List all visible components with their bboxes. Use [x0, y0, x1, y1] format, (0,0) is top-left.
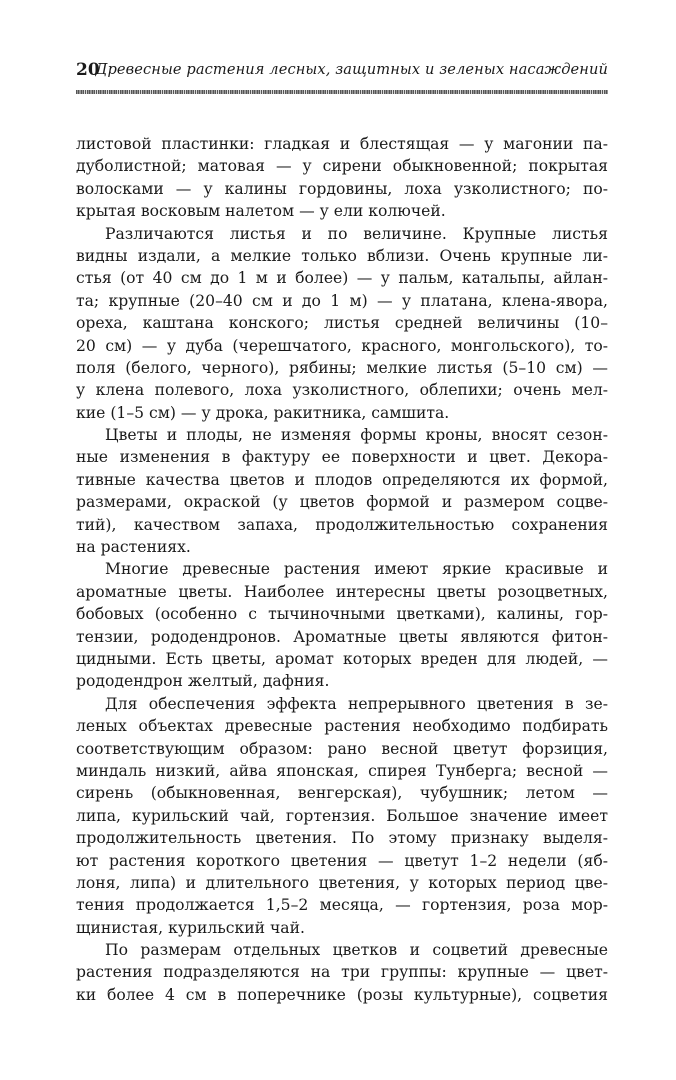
text-line: бобовых (особенно с тычиночными цветками), калины, гор- [76, 605, 608, 624]
text-line: 20 см) — у дуба (черешчатого, красного, монгольского), то- [76, 336, 608, 355]
paragraph [76, 693, 608, 939]
text-line: листовой пластинки: гладкая и блестящая — у магонии па- [76, 135, 608, 153]
text-line: По размерам отдельных цветков и соцветий древесные [105, 941, 608, 960]
running-header [76, 60, 608, 86]
paragraph [76, 133, 608, 223]
text-line: дуболистной; матовая — у сирени обыкновенной; покрытая [76, 157, 608, 176]
text-line: ки более 4 см в поперечнике (розы культурные), соцветия [76, 985, 608, 1004]
text-line: Цветы и плоды, не изменяя формы кроны, вносят сезон- [105, 426, 608, 445]
paragraph [76, 424, 608, 558]
text-line: Для обеспечения эффекта непрерывного цветения в зе- [105, 694, 608, 713]
text-line: соответствующим образом: рано весной цветут форзиция, [76, 739, 608, 758]
text-line: рододендрон желтый, дафния. [76, 672, 330, 691]
text-line: у клена полевого, лоха узколистного, облепихи; очень мел- [76, 381, 608, 400]
text-line: тий), качеством запаха, продолжительностью сохранения [76, 515, 608, 534]
text-line: тивные качества цветов и плодов определяются их формой, [76, 470, 608, 489]
body-text [76, 133, 608, 1006]
text-line: ореха, каштана конского; листья средней величины (10– [76, 314, 608, 333]
text-line: липа, курильский чай, гортензия. Большое значение имеет [76, 806, 608, 825]
text-line: кие (1–5 см) — у дрока, ракитника, самшита. [76, 403, 450, 422]
text-line: Различаются листья и по величине. Крупные листья [105, 224, 608, 243]
text-line: та; крупные (20–40 см и до 1 м) — у платана, клена-явора, [76, 291, 608, 310]
text-line: тения продолжается 1,5–2 месяца, — гортензия, роза мор- [76, 896, 608, 915]
paragraph [76, 558, 608, 692]
paragraph [76, 939, 608, 1006]
text-line: леных объектах древесные растения необходимо подбирать [76, 717, 608, 736]
text-line: видны издали, а мелкие только вблизи. Очень крупные ли- [76, 246, 608, 265]
text-line: тензии, рододендронов. Ароматные цветы являются фитон- [76, 627, 608, 646]
text-line: ют растения короткого цветения — цветут 1–2 недели (яб- [76, 851, 608, 870]
text-line: цидными. Есть цветы, аромат которых вреден для людей, — [76, 649, 608, 668]
text-line: щинистая, курильский чай. [76, 918, 305, 937]
text-line: миндаль низкий, айва японская, спирея Тунберга; весной — [76, 761, 608, 780]
text-line: поля (белого, черного), рябины; мелкие листья (5–10 см) — [76, 358, 608, 377]
text-line: ные изменения в фактуру ее поверхности и цвет. Декора- [76, 448, 608, 467]
text-line: волосками — у калины гордовины, лоха узколистного; по- [76, 179, 608, 198]
paragraph [76, 223, 608, 425]
text-line: стья (от 40 см до 1 м и более) — у пальм, катальпы, айлан- [76, 269, 608, 288]
text-line: растения подразделяются на три группы: крупные — цвет- [76, 963, 608, 982]
text-line: сирень (обыкновенная, венгерская), чубушник; летом — [76, 784, 608, 803]
text-line: лоня, липа) и длительного цветения, у которых период цве- [76, 873, 608, 892]
text-line: ароматные цветы. Наиболее интересны цветы розоцветных, [76, 582, 608, 601]
page-number: 20 [76, 60, 100, 80]
text-line: на растениях. [76, 538, 191, 557]
header-rule [76, 90, 608, 94]
text-line: размерами, окраской (у цветов формой и размером соцве- [76, 493, 608, 512]
running-title: Древесные растения лесных, защитных и зеленых насаждений [95, 61, 608, 78]
text-line: Многие древесные растения имеют яркие красивые и [105, 560, 608, 579]
text-line: продолжительность цветения. По этому признаку выделя- [76, 829, 608, 848]
text-line: крытая восковым налетом — у ели колючей. [76, 202, 446, 221]
